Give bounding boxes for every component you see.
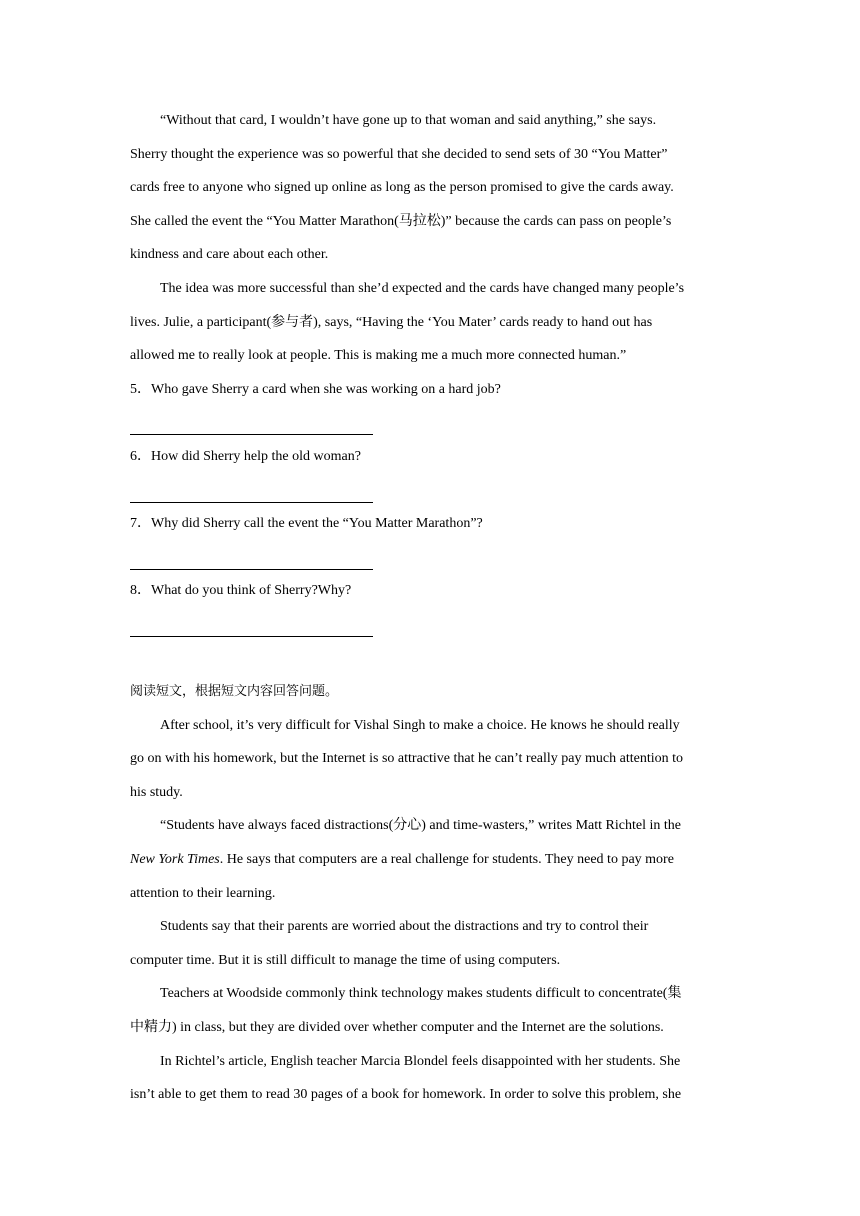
text-line (130, 843, 734, 877)
answer-blank-6[interactable] (130, 474, 373, 508)
text-line: The idea was more successful than she’d expected and the cards have changed many people’s (160, 280, 685, 296)
passage-paragraph-1 (130, 104, 734, 272)
answer-blank-5[interactable] (130, 406, 373, 440)
text-line: “Students have always faced distractions(分心) and time-wasters,” writes Matt Richtel in the (160, 818, 681, 834)
text-line: After school, it’s very difficult for Vishal Singh to make a choice. He knows he should really (160, 717, 680, 733)
text-line: She called the event the “You Matter Marathon(马拉松)” because the cards can pass on people’s (130, 213, 672, 229)
section-instruction: 阅读短文，根据短文内容回答问题。 (130, 684, 339, 700)
passage-paragraph-2 (130, 272, 734, 373)
text-line: Sherry thought the experience was so powerful that she decided to send sets of 30 “You Matter” (130, 146, 668, 162)
text-line: isn’t able to get them to read 30 pages of a book for homework. In order to solve this problem, she (130, 1087, 682, 1103)
text-line: go on with his homework, but the Internet is so attractive that he can’t really pay much attention to (130, 751, 683, 767)
section-gap (130, 642, 734, 676)
text-line: lives. Julie, a participant(参与者), says, “Having the ‘You Mater’ cards ready to hand out has (130, 314, 653, 330)
passage2-paragraph-4 (130, 977, 734, 1044)
text-line: cards free to anyone who signed up online as long as the person promised to give the cards away. (130, 180, 674, 196)
answer-blank-7[interactable] (130, 541, 373, 575)
answer-blank-8[interactable] (130, 608, 373, 642)
document-page (130, 104, 734, 1112)
text-line: “Without that card, I wouldn’t have gone up to that woman and said anything,” she says. (160, 113, 657, 128)
text-line: In Richtel’s article, English teacher Marcia Blondel feels disappointed with her students. She (160, 1053, 681, 1069)
passage2-paragraph-3 (130, 910, 734, 977)
passage2-paragraph-5 (130, 1045, 734, 1112)
text-line: his study. (130, 784, 183, 800)
question-5: 5．Who gave Sherry a card when she was working on a hard job? (130, 381, 501, 397)
text-span: . He says that computers are a real challenge for students. They need to pay more (219, 852, 674, 868)
text-line: Teachers at Woodside commonly think technology makes students difficult to concentrate(集 (160, 986, 682, 1002)
newspaper-title: New York Times (130, 852, 220, 868)
passage2-paragraph-1 (130, 709, 734, 810)
question-8: 8．What do you think of Sherry?Why? (130, 583, 352, 599)
text-line: kindness and care about each other. (130, 247, 329, 263)
text-line: allowed me to really look at people. This is making me a much more connected human.” (130, 348, 627, 364)
passage2-paragraph-2 (130, 809, 734, 910)
text-line: computer time. But it is still difficult to manage the time of using computers. (130, 952, 561, 968)
text-line: Students say that their parents are worried about the distractions and try to control their (160, 919, 649, 935)
text-line: 中精力) in class, but they are divided over whether computer and the Internet are the solutions. (130, 1020, 664, 1036)
question-7: 7．Why did Sherry call the event the “You Matter Marathon”? (130, 516, 483, 532)
text-line: attention to their learning. (130, 885, 276, 901)
question-6: 6．How did Sherry help the old woman? (130, 448, 361, 464)
